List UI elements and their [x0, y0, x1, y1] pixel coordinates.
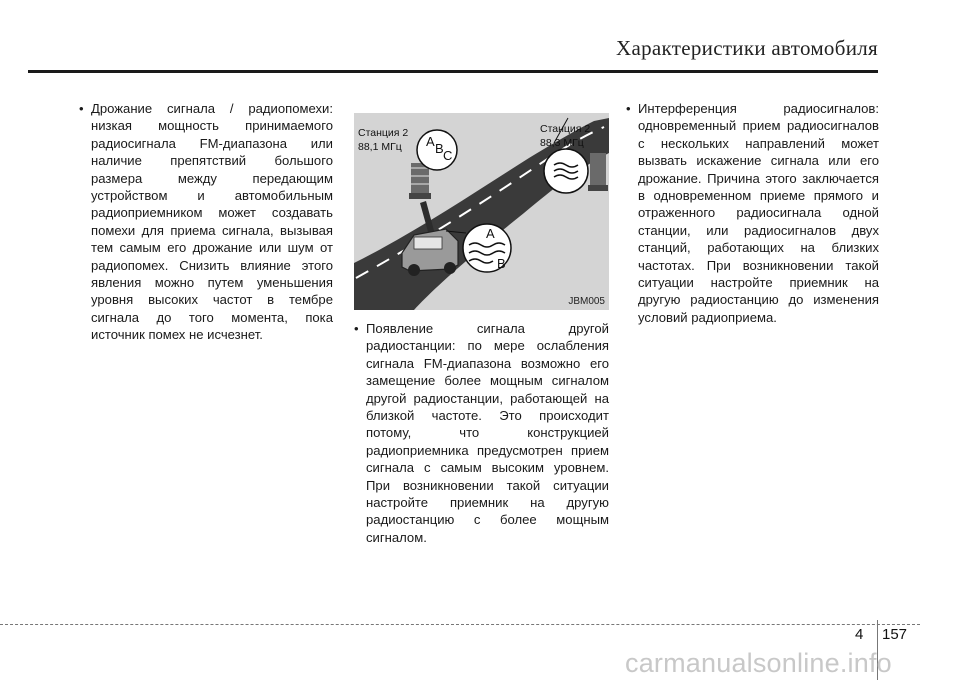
page-number: 157: [882, 626, 908, 643]
station-right-name: Станция 2: [540, 123, 591, 135]
car-bubble-letter-b: B: [497, 256, 506, 271]
bubble-letter-c: C: [443, 148, 453, 163]
station-left-frequency: 88,1 МГц: [358, 141, 402, 153]
bubble-letter-a: A: [426, 134, 435, 149]
footer-rule: [0, 624, 920, 625]
signal-bubble-right: [544, 149, 588, 193]
station-left-name: Станция 2: [358, 127, 409, 139]
bullet-station-replacement: • Появление сигнала другой радиостанции: по мере ослабления сигнала FM-диапазона возможно его замещение более мощным сигналом другой радиостанции, работающей на близкой частоте. Это происходит потому, что конструкцией радиоприемника предусмотрен прием сигнала с самым высоким уровнем. При возникновении такой ситуации настройте приемник на другую радиостанцию с более мощным сигналом.: [354, 320, 609, 546]
left-column: [79, 100, 333, 344]
middle-column: [354, 320, 609, 546]
radio-tower-right-icon: [588, 153, 608, 191]
chapter-number: 4: [855, 626, 864, 643]
bubble-letter-b: B: [435, 141, 444, 156]
watermark: carmanualsonline.info: [625, 648, 892, 678]
bullet-signal-jitter: • Дрожание сигнала / радиопомехи: низкая мощность принимаемого радиосигнала FM-диапазона или наличие препятствий большого размера между передающим устройством и автомобильным радиоприемником может создавать помехи для приема сигнала, вызывая тем самым его дрожание или шум от радиопомех. Снизить влияние этого явления можно путем уменьшения уровня высоких частот в тембре сигнала до того момента, пока источник помех не исчезнет.: [79, 100, 333, 344]
right-column: [626, 100, 879, 326]
car-bubble-letter-a: A: [486, 226, 495, 241]
radio-interference-figure: [354, 113, 609, 310]
station-right-frequency: 88,3 МГц: [540, 137, 584, 149]
figure-code: JBM005: [568, 296, 605, 307]
bullet-interference: • Интерференция радиосигналов: одновременный прием радиосигналов с нескольких направлений может вызвать искажение сигнала или его дрожание. Причина этого заключается в одновременном приеме прямого и отраженного радиосигнала одной станции, или радиосигналов двух станций, работающих на близких частотах. При возникновении такой ситуации настройте приемник на другую радиостанцию до изменения условий радиоприема.: [626, 100, 879, 326]
header-rule: [28, 70, 878, 73]
page-header-title: Характеристики автомобиля: [616, 36, 878, 60]
